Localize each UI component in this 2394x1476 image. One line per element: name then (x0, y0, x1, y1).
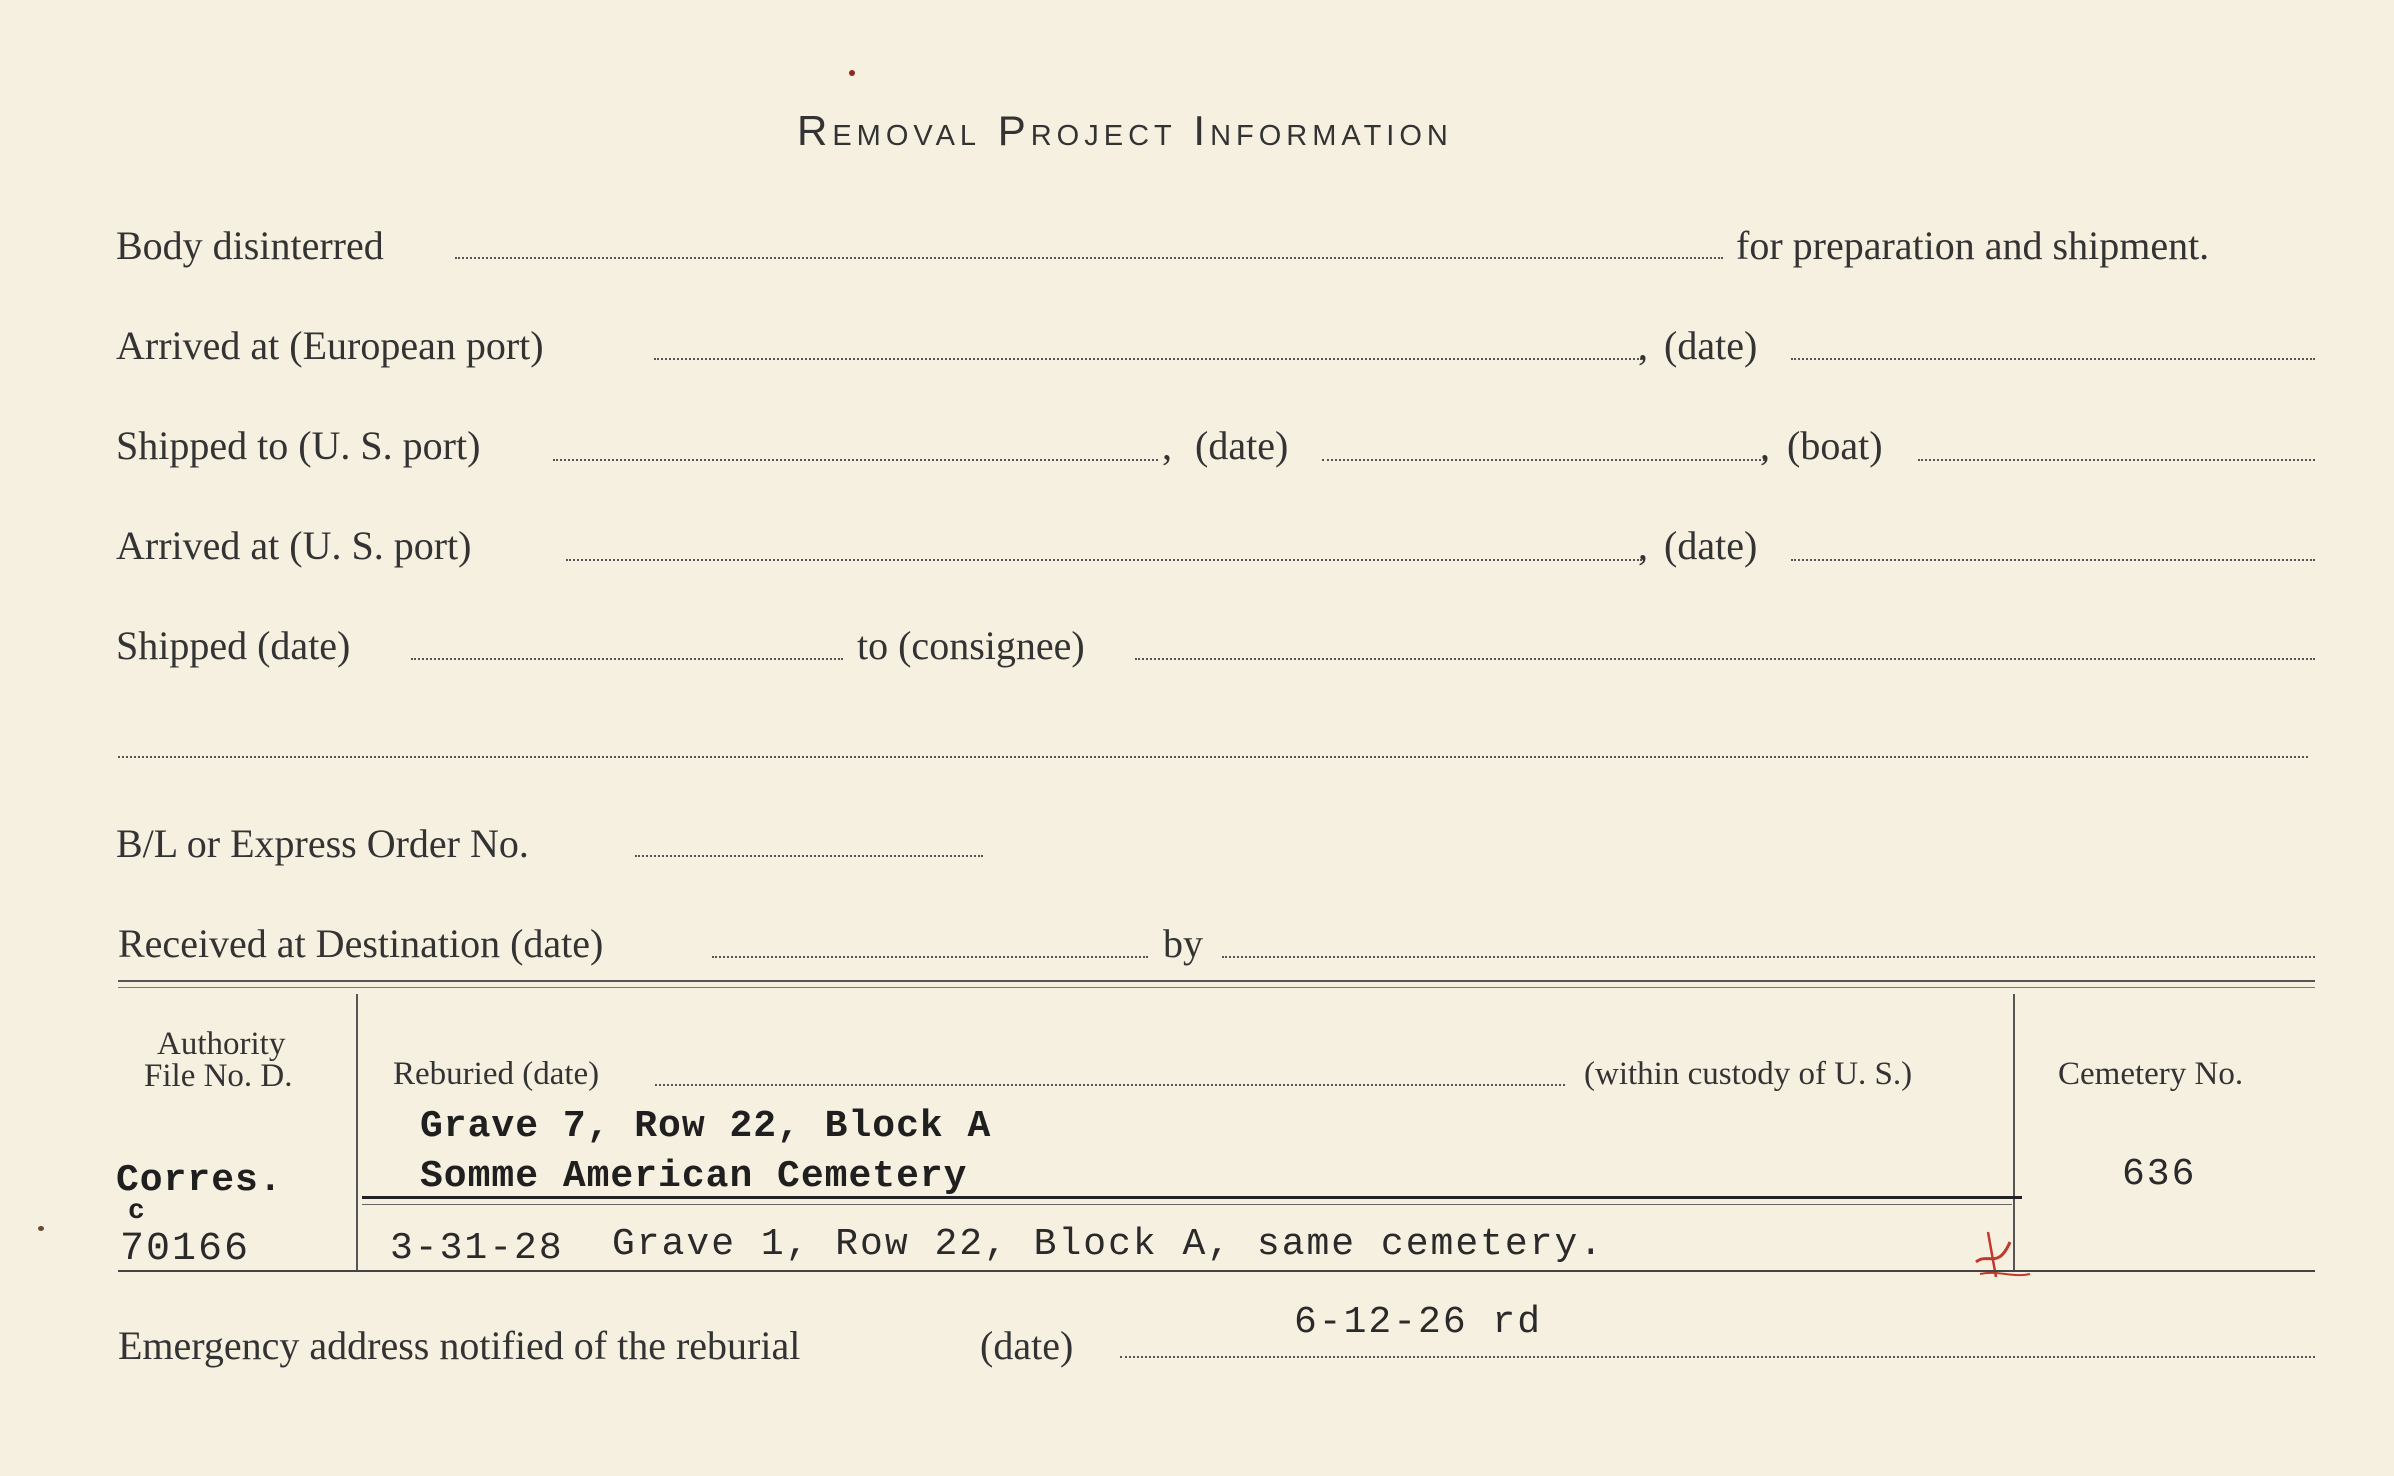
consignee-continuation-field (118, 756, 2308, 758)
typed-grave-line: Grave 7, Row 22, Block A (420, 1105, 992, 1148)
file-number: 70166 (120, 1227, 251, 1272)
body-disinterred-field (455, 257, 1723, 259)
reburial-date: 3-31-28 (390, 1227, 564, 1270)
reburied-label: Reburied (date) (393, 1056, 600, 1092)
card-title (797, 107, 1453, 154)
emergency-label: Emergency address notified of the reburial (118, 1323, 801, 1368)
shipped-date-label: (date) (1195, 423, 1289, 468)
file-c-mark: c (128, 1196, 146, 1227)
arrived-us-date-label: (date) (1664, 523, 1758, 568)
us-port-field (553, 459, 1158, 461)
ink-spot (849, 70, 855, 76)
european-date-label: (date) (1664, 323, 1758, 368)
arrived-us-label: Arrived at (U. S. port) (116, 523, 472, 568)
european-date-field (1791, 358, 2315, 360)
received-date-field (712, 956, 1148, 958)
typed-cemetery-line: Somme American Cemetery (420, 1155, 968, 1198)
received-by-field (1222, 956, 2315, 958)
bl-order-field (635, 855, 983, 857)
shipped-date-field (411, 658, 843, 660)
table-bottom-rule (118, 1270, 2315, 1272)
ink-spot (38, 1226, 44, 1231)
reburial-note: Grave 1, Row 22, Block A, same cemetery. (612, 1223, 1605, 1266)
european-port-field (654, 358, 1642, 360)
corres-label: Corres. (116, 1159, 283, 1202)
boat-label: (boat) (1787, 423, 1883, 468)
custody-label: (within custody of U. S.) (1584, 1056, 1913, 1092)
cemetery-no-label: Cemetery No. (2058, 1056, 2244, 1092)
preparation-shipment-label: for preparation and shipment. (1736, 223, 2210, 268)
arrived-us-field (566, 559, 1642, 561)
reburied-date-field (655, 1084, 1565, 1086)
body-disinterred-label: Body disinterred (116, 223, 384, 268)
authority-label: Authority (157, 1026, 286, 1062)
arrived-us-date-field (1791, 559, 2315, 561)
emergency-date-label: (date) (980, 1323, 1074, 1368)
emergency-date-field (1120, 1356, 2315, 1358)
cemetery-number: 636 (2122, 1153, 2197, 1196)
shipped-date-row-label: Shipped (date) (116, 623, 351, 668)
boat-field (1918, 459, 2315, 461)
consignee-label: to (consignee) (857, 623, 1085, 668)
emergency-date-value: 6-12-26 rd (1294, 1301, 1543, 1344)
consignee-field (1135, 658, 2315, 660)
bl-order-label: B/L or Express Order No. (116, 821, 529, 866)
comma: , (1760, 423, 1770, 468)
comma: , (1638, 523, 1648, 568)
reburial-underline (362, 1196, 2022, 1199)
red-check-icon (1968, 1222, 2038, 1282)
file-no-label: File No. D. (144, 1058, 293, 1094)
table-divider-left (356, 994, 358, 1270)
comma: , (1638, 323, 1648, 368)
shipped-us-label: Shipped to (U. S. port) (116, 423, 481, 468)
table-top-rule-inner (118, 987, 2315, 988)
comma: , (1162, 423, 1172, 468)
table-top-rule (118, 980, 2315, 982)
received-destination-label: Received at Destination (date) (118, 921, 604, 966)
arrived-european-label: Arrived at (European port) (116, 323, 544, 368)
by-label: by (1163, 921, 1203, 966)
shipped-us-date-field (1322, 459, 1765, 461)
card-title-text: Removal Project Information (797, 107, 1453, 154)
reburial-underline-thin (362, 1204, 2012, 1205)
